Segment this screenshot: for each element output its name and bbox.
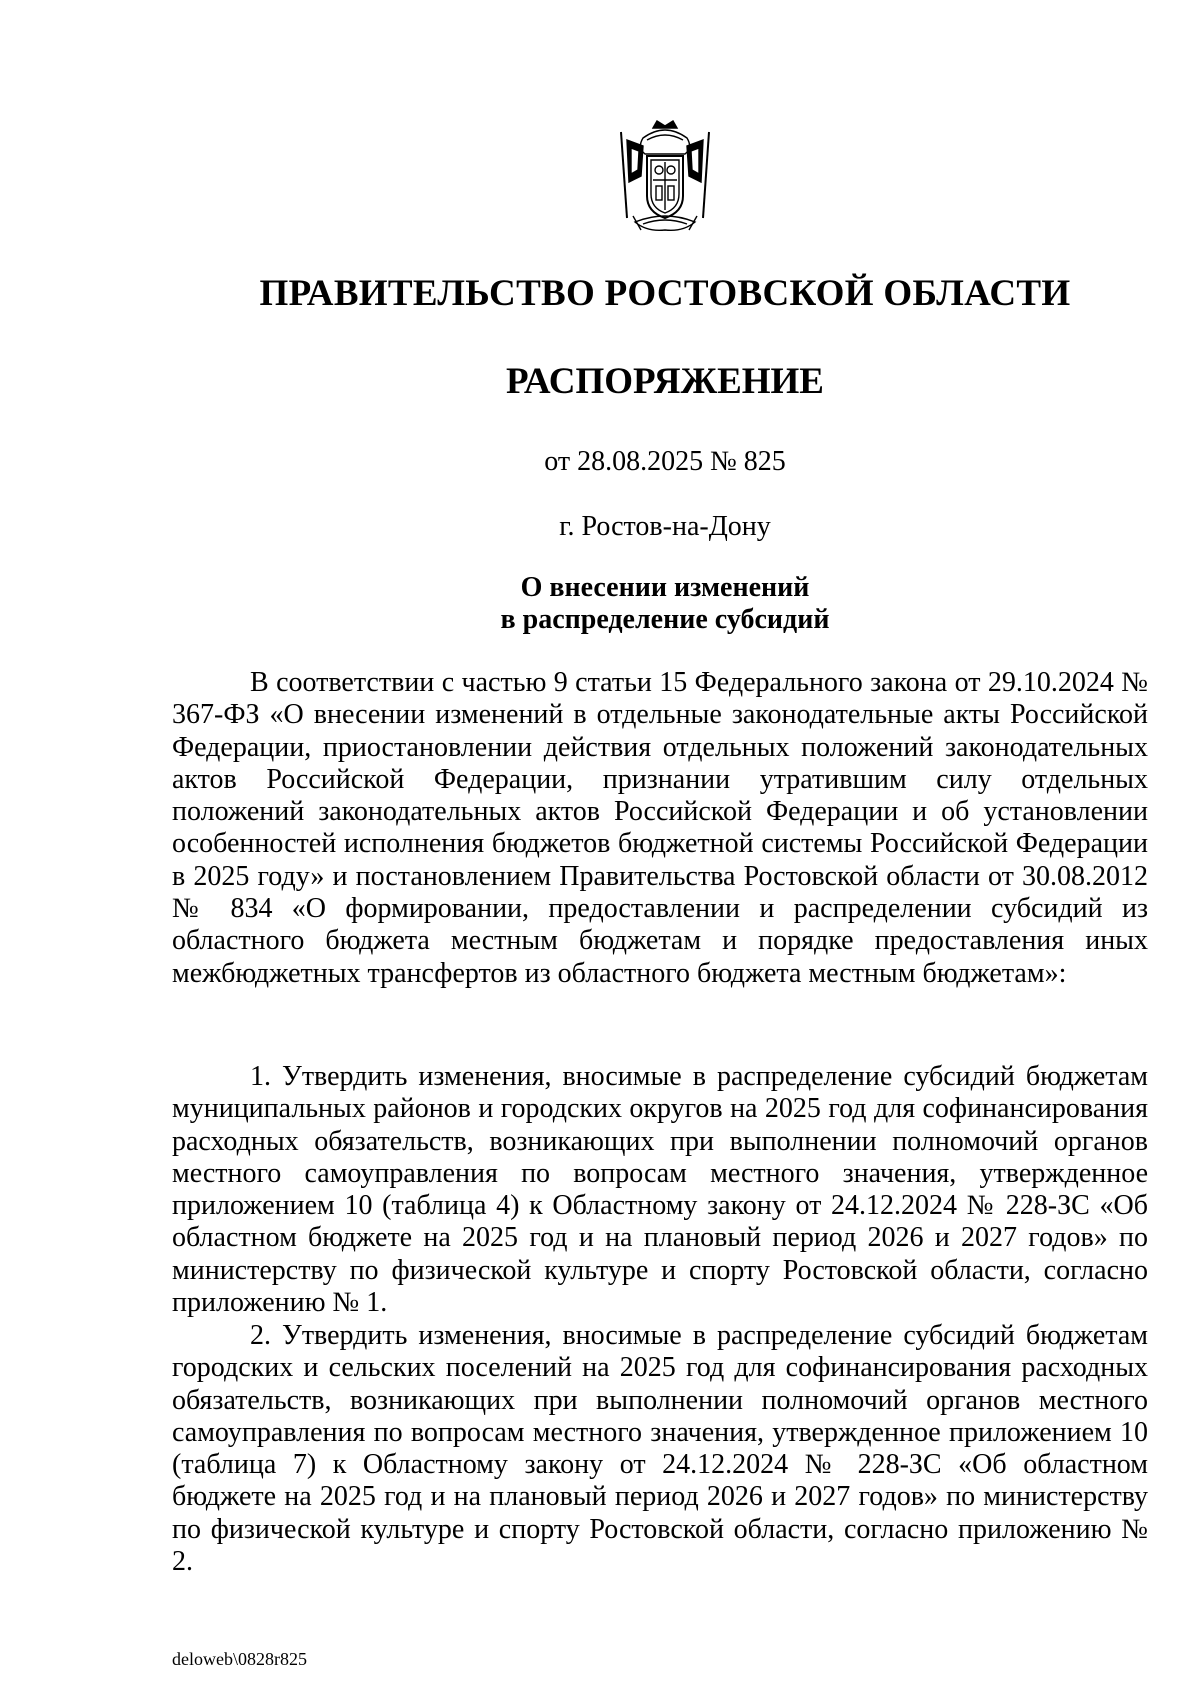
item-1-paragraph: 1. Утвердить изменения, вносимые в распределение субсидий бюджетам муниципальных районов и городских округов на 2025 год для софинансирования расходных обязательств, возникающих при выполнении полномочий органов местного самоуправления по вопросам местного значения, утвержденное приложением 10 (таблица 4) к Областному закону от 24.12.2024 № 228-ЗС «Об областном бюджете на 2025 год и на плановый период 2026 и 2027 годов» по министерству по физической культуре и спорту Ростовской области, согласно приложению № 1. xyxy=(172,1061,1148,1319)
document-type-heading: РАСПОРЯЖЕНИЕ xyxy=(505,361,824,402)
document-date-number: от 28.08.2025 № 825 xyxy=(544,446,786,477)
rostov-oblast-coat-of-arms-icon xyxy=(613,118,717,236)
subject-line-1: О внесении изменений xyxy=(520,572,810,603)
intro-paragraph: В соответствии с частью 9 статьи 15 Федерального закона от 29.10.2024 № 367-ФЗ «О внесении изменений в отдельные законодательные акты Российской Федерации, приостановлении действия отдельных положений законодательных актов Российской Федерации, признании утратившим силу отдельных положений законодательных актов Российской Федерации и об установлении особенностей исполнения бюджетов бюджетной системы Российской Федерации в 2025 году» и постановлением Правительства Ростовской области от 30.08.2012 № 834 «О формировании, предоставлении и распределении субсидий из областного бюджета местным бюджетам и порядке предоставления иных межбюджетных трансфертов из областного бюджета местным бюджетам»: xyxy=(172,667,1148,989)
document-city: г. Ростов-на-Дону xyxy=(559,511,771,542)
subject-line-2: в распределение субсидий xyxy=(500,604,830,635)
item-2-paragraph: 2. Утвердить изменения, вносимые в распределение субсидий бюджетам городских и сельских поселений на 2025 год для софинансирования расходных обязательств, возникающих при выполнении полномочий органов местного самоуправления по вопросам местного значения, утвержденное приложением 10 (таблица 7) к Областному закону от 24.12.2024 № 228-ЗС «Об областном бюджете на 2025 год и на плановый период 2026 и 2027 годов» по министерству по физической культуре и спорту Ростовской области, согласно приложению № 2. xyxy=(172,1320,1148,1578)
footer-file-reference: deloweb\0828r825 xyxy=(172,1649,307,1669)
organization-title: ПРАВИТЕЛЬСТВО РОСТОВСКОЙ ОБЛАСТИ xyxy=(259,273,1071,314)
document-subject xyxy=(0,572,1200,636)
